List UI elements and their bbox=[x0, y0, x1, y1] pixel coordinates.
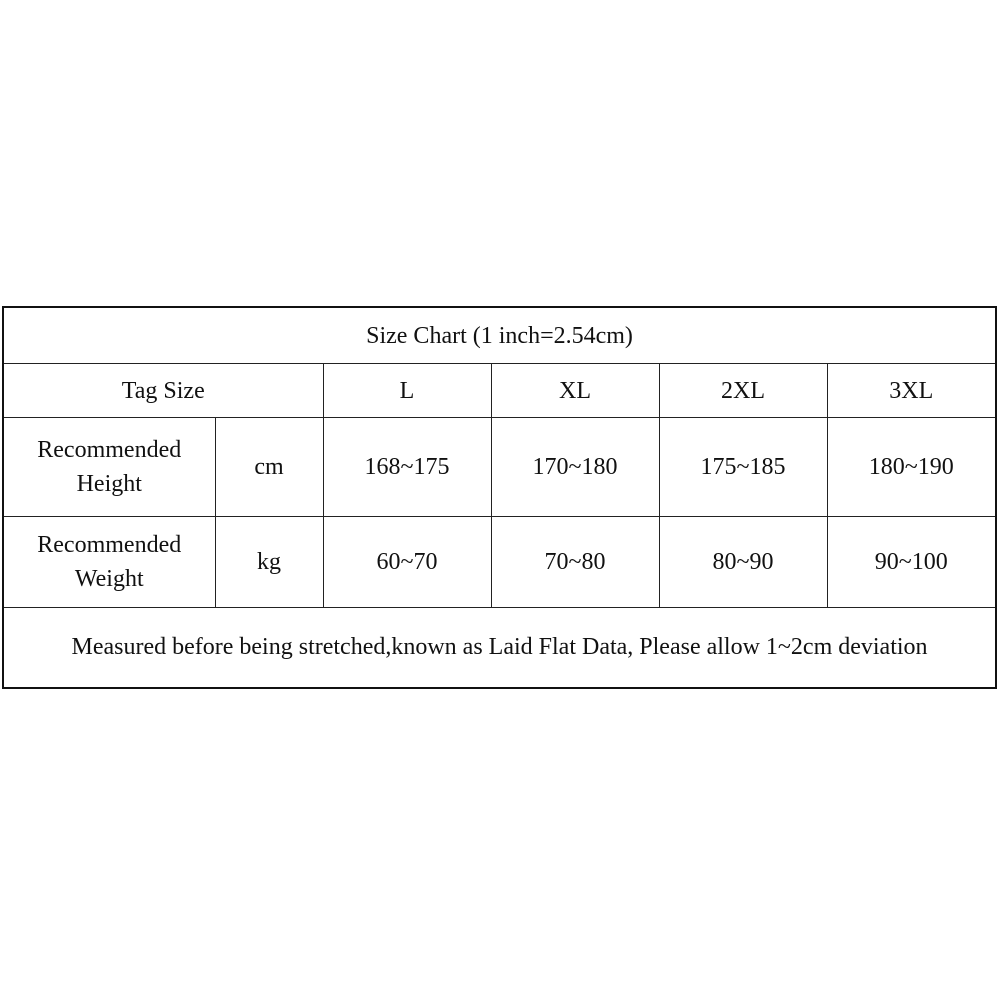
measurement-note: Measured before being stretched,known as Laid Flat Data, Please allow 1~2cm deviation bbox=[4, 608, 995, 686]
weight-value-l: 60~70 bbox=[323, 517, 491, 608]
weight-unit: kg bbox=[215, 517, 323, 608]
height-value-xl: 170~180 bbox=[491, 418, 659, 517]
height-label-line2: Height bbox=[76, 471, 142, 497]
height-value-l: 168~175 bbox=[323, 418, 491, 517]
weight-value-2xl: 80~90 bbox=[659, 517, 827, 608]
table-row-weight bbox=[4, 517, 995, 608]
height-value-3xl: 180~190 bbox=[827, 418, 995, 517]
weight-value-3xl: 90~100 bbox=[827, 517, 995, 608]
size-header-3xl: 3XL bbox=[827, 364, 995, 418]
height-unit: cm bbox=[215, 418, 323, 517]
size-chart-title: Size Chart (1 inch=2.54cm) bbox=[4, 308, 995, 364]
size-header-l: L bbox=[323, 364, 491, 418]
weight-value-xl: 70~80 bbox=[491, 517, 659, 608]
weight-label-line2: Weight bbox=[74, 566, 144, 592]
size-chart-table bbox=[4, 308, 995, 685]
height-label-line1: Recommended bbox=[37, 437, 182, 463]
table-note-row bbox=[4, 608, 995, 686]
height-row-label bbox=[4, 418, 215, 517]
table-row-height bbox=[4, 418, 995, 517]
table-header-row bbox=[4, 364, 995, 418]
tag-size-label: Tag Size bbox=[4, 364, 323, 418]
weight-label-line1: Recommended bbox=[37, 532, 182, 558]
size-header-2xl: 2XL bbox=[659, 364, 827, 418]
height-value-2xl: 175~185 bbox=[659, 418, 827, 517]
size-header-xl: XL bbox=[491, 364, 659, 418]
table-title-row bbox=[4, 308, 995, 364]
weight-row-label bbox=[4, 517, 215, 608]
